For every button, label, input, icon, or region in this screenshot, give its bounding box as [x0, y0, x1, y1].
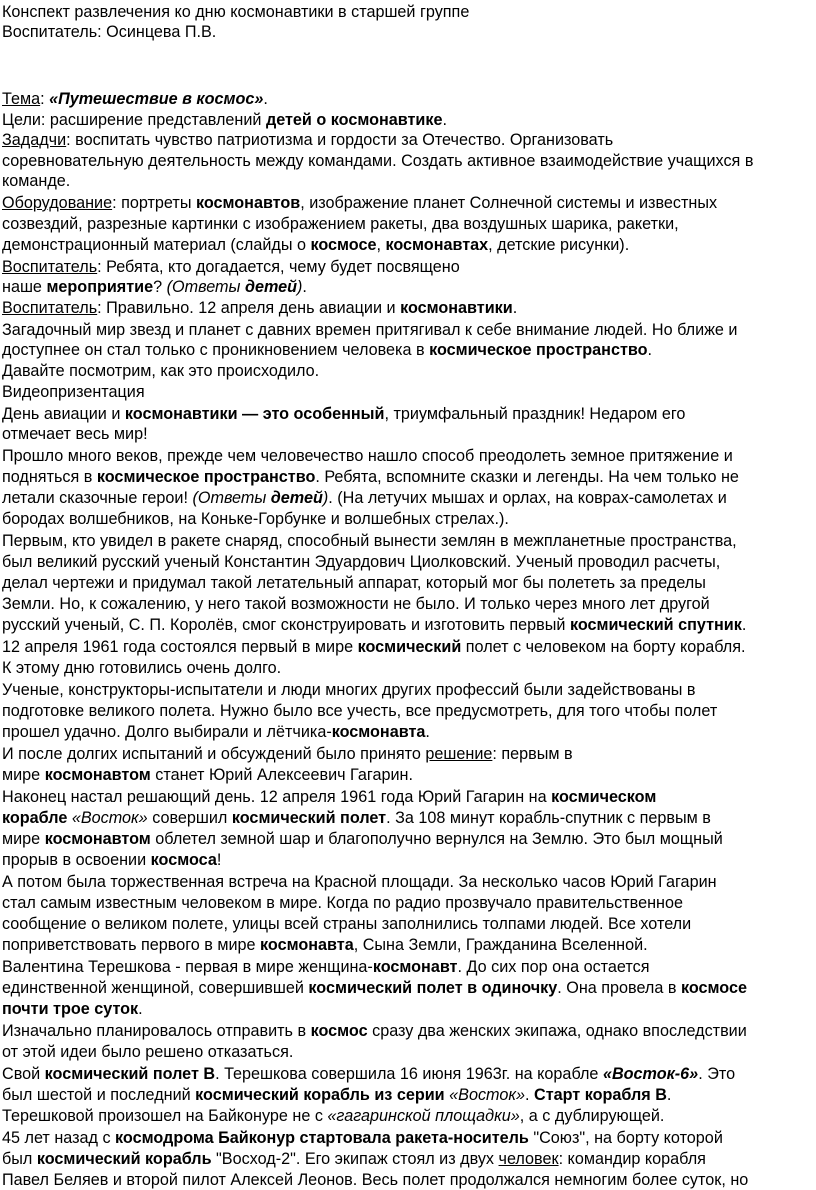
- para-11-line-1: [2, 873, 717, 892]
- para-6-text-5a: русский ученый, С. П. Королёв, смог сконструировать и изготовить первый: [2, 616, 570, 634]
- para-13-text-1a: Изначально планировалось отправить в: [2, 1022, 311, 1040]
- para-6-bold: космический спутник: [569, 616, 742, 634]
- equipment-text-3a: демонстрационный материал (слайды о: [2, 236, 311, 254]
- teacher-line-1b: [2, 278, 307, 297]
- para-15-text-2e: : командир корабля: [558, 1150, 706, 1168]
- para-11-text-1: А потом была торжественная встреча на Красной площади. За несколько часов Юрий Гагарин: [2, 873, 717, 891]
- para-14-text-1a: Свой: [2, 1065, 45, 1083]
- para-9-decision-link[interactable]: решение: [425, 745, 493, 763]
- para-9-text-2c: станет Юрий Алексеевич Гагарин.: [150, 766, 413, 784]
- para-14-text-1e: . Это: [698, 1065, 736, 1083]
- para-15-text-1a: 45 лет назад с: [2, 1129, 116, 1147]
- para-7-text-2: К этому дню готовились очень долго.: [2, 659, 282, 677]
- answers-close: ): [297, 278, 303, 296]
- para-6-text-3: делал чертежи и придумал такой летательный аппарат, который мог бы полететь за пределы: [2, 574, 706, 592]
- para-6-line-1: [2, 532, 737, 551]
- para-5-answers-open: (Ответы: [192, 489, 271, 507]
- para-15-bold-1: космодрома Байконур стартовала ракета-носитель: [115, 1129, 529, 1147]
- para-14-text-1c: . Терешкова совершила 16 июня 1963г. на корабле: [215, 1065, 603, 1083]
- tasks-line-1: [2, 131, 613, 150]
- para-10-text-2e: . За 108 минут корабль-спутник с первым в: [386, 809, 711, 827]
- equipment-line-2: [2, 215, 679, 234]
- para-6-text-1: Первым, кто увидел в ракете снаряд, способный вынести землян в межпланетные пространства,: [2, 532, 737, 550]
- teacher-line-1: [2, 258, 460, 277]
- teacher-text-1b: наше: [2, 278, 47, 296]
- topic-line: [2, 90, 268, 109]
- para-6-line-2: [2, 553, 720, 572]
- equipment-bold-3d: космонавтах: [385, 236, 489, 254]
- topic-colon: :: [40, 90, 50, 108]
- para-15-people-link[interactable]: человек: [498, 1150, 559, 1168]
- para-8-text-2: подготовке великого полета. Нужно было все учесть, все предусмотреть, для того чтобы полет: [2, 702, 718, 720]
- para-6-text-4: Земли. Но, к сожалению, у него такой возможности не было. И только через много лет другой: [2, 595, 710, 613]
- equipment-text-a: : портреты: [112, 194, 196, 212]
- tasks-text: : воспитать чувство патриотизма и гордости за Отечество. Организовать: [66, 131, 614, 149]
- para-5-answers-children: детей: [270, 489, 323, 507]
- header-title: [2, 3, 469, 22]
- para-13-bold: космос: [310, 1022, 368, 1040]
- para-9-line-1: [2, 745, 573, 764]
- teacher-bold-2: космонавтики: [400, 299, 513, 317]
- para-1-text-2a: доступнее он стал только с проникновением человека в: [2, 341, 430, 359]
- para-14-text-2a: был шестой и последний: [2, 1086, 196, 1104]
- topic-dot: .: [263, 90, 268, 108]
- para-5-bold: космическое пространство: [96, 468, 316, 486]
- para-11-text-2: стал самым известным человеком в мире. Когда по радио прозвучало правительственное: [2, 894, 683, 912]
- goals-text: Цели: расширение представлений: [2, 111, 266, 129]
- para-11-line-3: [2, 915, 691, 934]
- para-10-text-1a: Наконец настал решающий день. 12 апреля 1961 года Юрий Гагарин на: [2, 788, 552, 806]
- para-10-bold-3: космический полет: [231, 809, 387, 827]
- para-5-text-2c: . Ребята, вспомните сказки и легенды. На чем только не: [315, 468, 739, 486]
- para-11-text-4a: поприветствовать первого в мире: [2, 936, 261, 954]
- tasks-label: Зададчи: [2, 131, 67, 149]
- para-1-line-1: [2, 321, 737, 340]
- teacher-bold-event: мероприятие: [46, 278, 154, 296]
- para-14-text-3a: Терешковой произошел на Байконуре не с: [2, 1107, 328, 1125]
- para-15-text-1c: "Союз", на борту которой: [528, 1129, 723, 1147]
- para-10-line-2: [2, 809, 711, 828]
- para-4-line-2: [2, 425, 148, 444]
- topic-label: Тема: [2, 90, 41, 108]
- para-5-line-4: [2, 510, 509, 529]
- equipment-text-3e: , детские рисунки).: [488, 236, 630, 254]
- topic-title: Путешествие в космос: [58, 90, 255, 108]
- para-5-line-1: [2, 447, 733, 466]
- equipment-bold-3b: космосе: [310, 236, 377, 254]
- teacher-label-1: Воспитатель: [2, 258, 98, 276]
- para-10-text-2c: совершил: [147, 809, 232, 827]
- para-15-text-2c: "Восход-2". Его экипаж стоял из двух: [211, 1150, 499, 1168]
- para-12-text-2a: единственной женщиной, совершившей: [2, 979, 309, 997]
- equipment-text-b: , изображение планет Солнечной системы и известных: [300, 194, 718, 212]
- tasks-line-2: [2, 152, 753, 171]
- para-9-bold: космонавтом: [44, 766, 151, 784]
- teacher-text-2: : Правильно. 12 апреля день авиации и: [97, 299, 401, 317]
- para-2-text: Давайте посмотрим, как это происходило.: [2, 362, 320, 380]
- para-8-line-1: [2, 681, 696, 700]
- para-7-text-1c: полет с человеком на борту корабля.: [461, 638, 746, 656]
- para-12-bold-3: космосе: [680, 979, 747, 997]
- teacher-dot-2: .: [512, 299, 518, 317]
- para-12-dot: .: [138, 1000, 143, 1018]
- para-9-text-2a: мире: [2, 766, 45, 784]
- para-8-line-3: [2, 723, 430, 742]
- para-14-gagarin-pad: «гагаринской площадки»: [327, 1107, 520, 1125]
- para-14-bold-1: космический полет В: [44, 1065, 216, 1083]
- para-12-bold-1: космонавт: [372, 958, 458, 976]
- para-4-line-1: [2, 405, 685, 424]
- para-6-line-3: [2, 574, 706, 593]
- para-3: [2, 383, 145, 402]
- para-4-text-1c: , триумфальный праздник! Недаром его: [384, 405, 686, 423]
- para-5-line-3: [2, 489, 727, 508]
- equipment-bold-a: космонавтов: [195, 194, 301, 212]
- para-10-vostok: «Восток»: [67, 809, 148, 827]
- para-10-bold-1: космическом: [551, 788, 657, 806]
- para-10-bold-5: космоса: [150, 851, 217, 869]
- para-15-bold-2: космический корабль: [36, 1150, 212, 1168]
- teacher-text-1: : Ребята, кто догадается, чему будет посвящено: [97, 258, 460, 276]
- answers-children: детей: [244, 278, 298, 296]
- para-5-text-3e: . (На летучих мышах и орлах, на коврах-самолетах и: [328, 489, 727, 507]
- para-12-text-1c: . До сих пор она остается: [457, 958, 650, 976]
- equipment-text-2: созвездий, разрезные картинки с изображением ракеты, два воздушных шарика, ракетки,: [2, 215, 679, 233]
- para-10-text-3a: мире: [2, 830, 45, 848]
- para-10-line-4: [2, 851, 221, 870]
- para-11-bold: космонавта: [260, 936, 354, 954]
- answers-open: (Ответы: [166, 278, 245, 296]
- topic-quote-open: «: [49, 90, 59, 108]
- para-8-dot: .: [425, 723, 430, 741]
- answers-dot: .: [302, 278, 307, 296]
- para-10-text-3c: облетел земной шар и благополучно вернулся на Землю. Это был мощный: [150, 830, 723, 848]
- para-13-line-2: [2, 1043, 293, 1062]
- para-4-bold: космонавтики — это особенный: [124, 405, 385, 423]
- para-7-bold: космический: [357, 638, 462, 656]
- para-1-bold: космическое пространство: [429, 341, 648, 359]
- equipment-line-1: [2, 194, 717, 213]
- para-10-bold-4: космонавтом: [44, 830, 151, 848]
- header-title-text: Конспект развлечения ко дню космонавтики в старшей группе: [2, 3, 470, 21]
- para-14-dot: .: [666, 1086, 672, 1104]
- tasks-text-2: соревновательную деятельность между командами. Создать активное взаимодействие учащихся в: [2, 152, 754, 170]
- para-1-line-2: [2, 341, 652, 360]
- para-10-bold-2: корабле: [2, 809, 68, 827]
- para-14-text-3c: , а с дублирующей.: [519, 1107, 665, 1125]
- topic-quote-close: »: [254, 90, 264, 108]
- para-14-text-2d: .: [525, 1086, 534, 1104]
- teacher-label-2: Воспитатель: [2, 299, 98, 317]
- para-14-bold-2: космический корабль из серии: [195, 1086, 445, 1104]
- tasks-text-3: команде.: [2, 172, 71, 190]
- para-3-text: Видеопризентация: [2, 383, 145, 401]
- para-10-line-3: [2, 830, 723, 849]
- para-10-line-1: [2, 788, 656, 807]
- para-14-bold-3: Старт корабля В: [534, 1086, 667, 1104]
- header-teacher-text: Воспитатель: Осинцева П.В.: [2, 23, 217, 41]
- para-7-text-1a: 12 апреля 1961 года состоялся первый в мире: [2, 638, 358, 656]
- header-teacher: [2, 23, 216, 42]
- para-8-bold: космонавта: [331, 723, 426, 741]
- goals-line: [2, 111, 447, 130]
- para-12-bold-2: космический полет в одиночку: [308, 979, 558, 997]
- para-7-line-2: [2, 659, 281, 678]
- para-11-text-4c: , Сына Земли, Гражданина Вселенной.: [353, 936, 648, 954]
- para-2: [2, 362, 319, 381]
- para-9-text-1c: : первым в: [492, 745, 573, 763]
- para-14-line-3: [2, 1107, 664, 1126]
- equipment-text-3c: ,: [376, 236, 386, 254]
- para-6-line-5: [2, 616, 746, 635]
- para-15-line-3: [2, 1171, 748, 1190]
- para-15-line-1: [2, 1129, 723, 1148]
- para-12-text-2c: . Она провела в: [557, 979, 681, 997]
- para-8-text-1: Ученые, конструкторы-испытатели и люди многих других профессий были задействованы в: [2, 681, 696, 699]
- para-12-line-1: [2, 958, 649, 977]
- goals-bold: детей о космонавтике: [265, 111, 443, 129]
- para-12-bold-4: почти трое суток: [2, 1000, 139, 1018]
- para-10-text-4c: !: [216, 851, 222, 869]
- para-15-text-2a: был: [2, 1150, 37, 1168]
- para-14-vostok6: «Восток-6»: [602, 1065, 699, 1083]
- para-11-line-4: [2, 936, 648, 955]
- tasks-line-3: [2, 172, 70, 191]
- para-14-vostok: «Восток»: [444, 1086, 525, 1104]
- para-5-text-1: Прошло много веков, прежде чем человечество нашло способ преодолеть земное притяжение и: [2, 447, 733, 465]
- equipment-line-3: [2, 236, 629, 255]
- teacher-question: ?: [153, 278, 167, 296]
- para-13-text-2: от этой идеи было решено отказаться.: [2, 1043, 294, 1061]
- para-14-line-2: [2, 1086, 671, 1105]
- para-4-text-2: отмечает весь мир!: [2, 425, 148, 443]
- para-8-text-3a: прошел удачно. Долго выбирали и лётчика-: [2, 723, 332, 741]
- para-1-text-1: Загадочный мир звезд и планет с давних времен притягивал к себе внимание людей. Но ближе и: [2, 321, 738, 339]
- para-4-text-1a: День авиации и: [2, 405, 125, 423]
- para-5-text-2a: подняться в: [2, 468, 97, 486]
- teacher-line-2: [2, 299, 517, 318]
- para-11-text-3: сообщение о великом полете, улицы всей страны заполнились толпами людей. Все хотели: [2, 915, 692, 933]
- para-5-text-4: бородах волшебников, на Коньке-Горбунке и волшебных стрелах.).: [2, 510, 509, 528]
- para-5-text-3a: летали сказочные герои!: [2, 489, 193, 507]
- para-9-line-2: [2, 766, 413, 785]
- para-5-answers-close: ): [322, 489, 329, 507]
- para-12-line-3: [2, 1000, 143, 1019]
- para-6-text-2: был великий русский ученый Константин Эдуардович Циолковский. Ученый проводил расчеты,: [2, 553, 721, 571]
- para-6-line-4: [2, 595, 710, 614]
- para-10-text-4a: прорыв в освоении: [2, 851, 151, 869]
- para-1-dot: .: [647, 341, 653, 359]
- para-12-text-1a: Валентина Терешкова - первая в мире женщина-: [2, 958, 373, 976]
- para-15-line-2: [2, 1150, 706, 1169]
- equipment-label: Оборудование: [2, 194, 113, 212]
- para-6-dot: .: [741, 616, 747, 634]
- para-8-line-2: [2, 702, 717, 721]
- para-13-text-1c: сразу два женских экипажа, однако впоследствии: [367, 1022, 747, 1040]
- goals-dot: .: [442, 111, 447, 129]
- para-12-line-2: [2, 979, 747, 998]
- para-7-line-1: [2, 638, 746, 657]
- para-9-text-1a: И после долгих испытаний и обсуждений было принято: [2, 745, 426, 763]
- para-14-line-1: [2, 1065, 735, 1084]
- para-13-line-1: [2, 1022, 747, 1041]
- para-11-line-2: [2, 894, 683, 913]
- para-5-line-2: [2, 468, 739, 487]
- para-15-text-3: Павел Беляев и второй пилот Алексей Леонов. Весь полет продолжался немногим более суток, но: [2, 1171, 749, 1189]
